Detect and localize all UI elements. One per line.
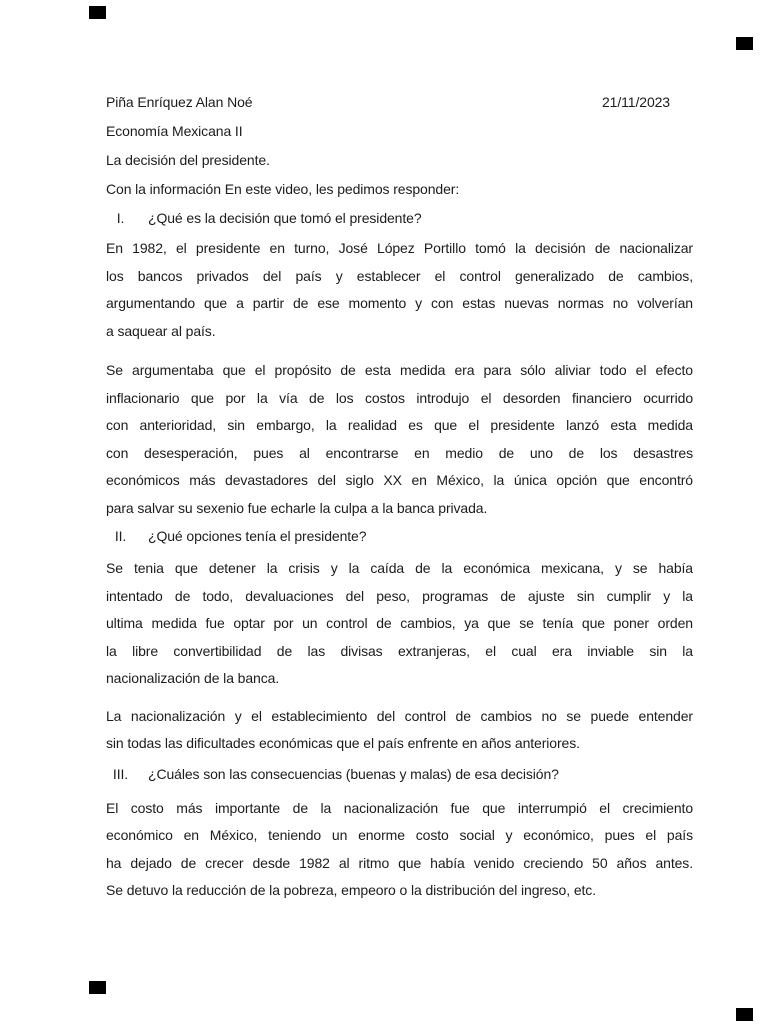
question-text: ¿Cuáles son las consecuencias (buenas y malas) de esa decisión? <box>148 765 559 782</box>
paragraph-line: la libre convertibilidad de las divisas extranjeras, el cual era inviable sin la <box>106 642 693 659</box>
paragraph-line: Se tenia que detener la crisis y la caída de la económica mexicana, y se había <box>106 560 693 576</box>
paragraph-line: económico en México, teniendo un enorme costo social y económico, pues el país <box>106 827 693 843</box>
paragraph-line: para salvar su sexenio fue echarle la culpa a la banca privada. <box>106 499 488 516</box>
question-item-3 <box>106 760 693 789</box>
paragraph <box>106 235 693 345</box>
question-numeral: III. <box>112 765 129 782</box>
question-numeral: I. <box>116 210 125 226</box>
paragraph <box>106 703 693 758</box>
paragraph-line: ultima medida fue optar por un control de cambios, ya que se tenía que poner orden <box>106 615 693 631</box>
question-item-1 <box>106 204 693 233</box>
redaction-mark-top-left <box>89 6 106 19</box>
paragraph-line: con anterioridad, sin embargo, la realidad es que el presidente lanzó esta medida <box>106 417 693 433</box>
document-date: 21/11/2023 <box>601 94 670 110</box>
paragraph-line: En 1982, el presidente en turno, José López Portillo tomó la decisión de nacionalizar <box>106 240 693 256</box>
intro-text: Con la información En este video, les pedimos responder: <box>106 181 460 197</box>
question-text: ¿Qué es la decisión que tomó el presidente? <box>148 210 422 226</box>
author-name: Piña Enríquez Alan Noé <box>106 94 253 110</box>
paragraph-line: Se detuvo la reducción de la pobreza, empeoro o la distribución del ingreso, etc. <box>106 882 596 898</box>
document-content <box>106 88 693 905</box>
paragraph-line: La nacionalización y el establecimiento del control de cambios no se puede entender <box>106 707 693 724</box>
paragraph-line: ha dejado de crecer desde 1982 al ritmo que había venido creciendo 50 años antes. <box>106 854 693 871</box>
paragraph-line: El costo más importante de la nacionalización fue que interrumpió el crecimiento <box>106 799 693 816</box>
paragraph-line: intentado de todo, devaluaciones del peso, programas de ajuste sin cumplir y la <box>106 587 693 604</box>
paragraph <box>106 357 693 522</box>
redaction-mark-bottom-right <box>736 1008 753 1021</box>
redaction-mark-top-right <box>736 37 753 50</box>
paragraph-line: sin todas las dificultades económicas que el país enfrente en años anteriores. <box>106 735 580 751</box>
course-title: Economía Mexicana II <box>106 123 243 139</box>
question-item-2 <box>106 522 693 551</box>
document-header <box>106 88 693 117</box>
paragraph-line: económicos más devastadores del siglo XX en México, la única opción que encontró <box>106 472 693 488</box>
paragraph-line: argumentando que a partir de ese momento y con estas nuevas normas no volverían <box>106 295 693 311</box>
paragraph-line: Se argumentaba que el propósito de esta medida era para sólo aliviar todo el efecto <box>106 362 693 378</box>
paragraph-line: con desesperación, pues al encontrarse en medio de uno de los desastres <box>106 444 693 461</box>
redaction-mark-bottom-left <box>89 981 106 994</box>
question-text: ¿Qué opciones tenía el presidente? <box>148 528 367 544</box>
paragraph-line: nacionalización de la banca. <box>106 670 280 686</box>
document-title: La decisión del presidente. <box>106 152 270 168</box>
paragraph <box>106 795 693 905</box>
paragraph <box>106 555 693 693</box>
paragraph-line: los bancos privados del país y establecer el control generalizado de cambios, <box>106 267 693 284</box>
question-numeral: II. <box>114 528 127 544</box>
paragraph-line: a saquear al país. <box>106 322 216 339</box>
paragraph-line: inflacionario que por la vía de los costos introdujo el desorden financiero ocurrido <box>106 389 693 406</box>
